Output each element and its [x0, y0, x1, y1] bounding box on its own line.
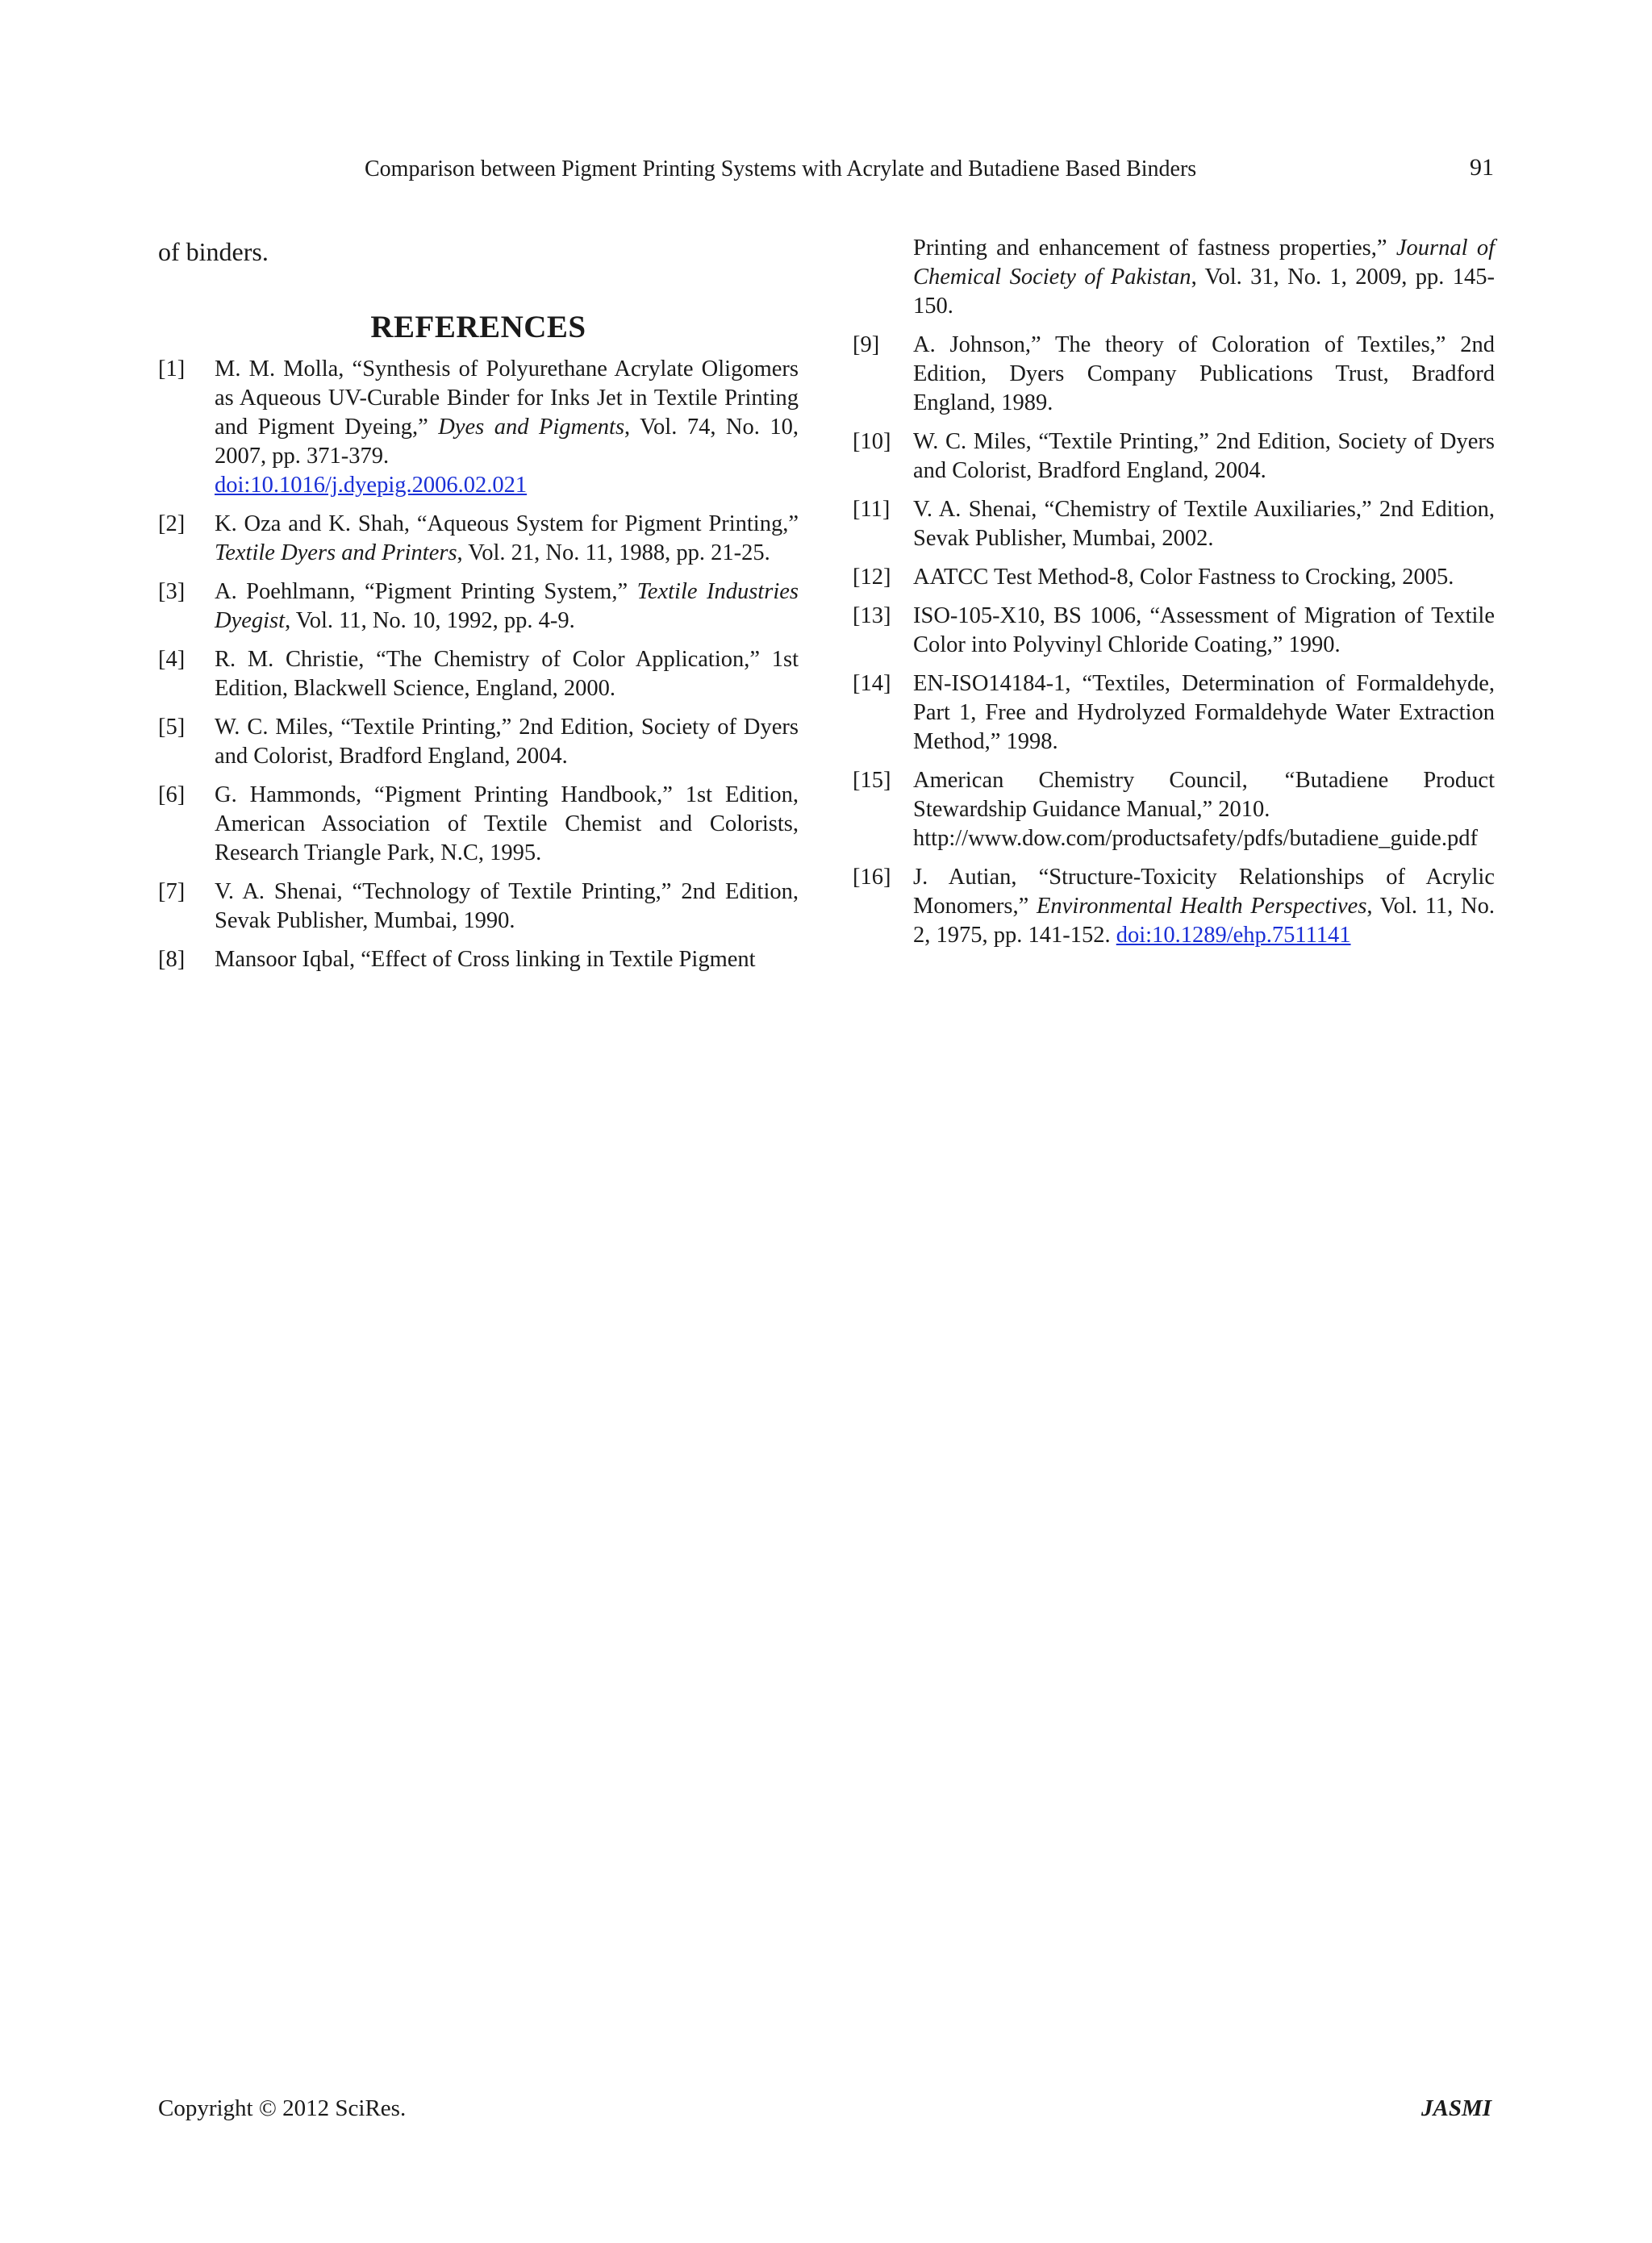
reference-details: , Vol. 11, No. 10, 1992, pp. 4-9. — [285, 608, 575, 633]
running-title: Comparison between Pigment Printing Systems with Acrylate and Butadiene Based Binders — [365, 156, 1197, 181]
reference-url[interactable]: http://www.dow.com/productsafety/pdfs/butadiene_guide.pdf — [913, 826, 1478, 851]
reference-number: [6] — [158, 782, 186, 807]
reference-text: R. M. Christie, “The Chemistry of Color Application,” 1st Edition, Blackwell Science, England, 2000. — [215, 647, 799, 701]
reference-item — [158, 645, 799, 703]
reference-text: M. M. Molla, “Synthesis of Polyurethane Acrylate Oligomers as Aqueous UV-Curable Binder for Inks Jet in Textile Printing and Pigment Dyeing,” — [215, 356, 799, 440]
reference-item — [853, 766, 1495, 853]
reference-number: [7] — [158, 879, 186, 904]
reference-text: G. Hammonds, “Pigment Printing Handbook,” 1st Edition, American Association of Textile Chemist and Colorists, Research Triangle Park, N.C, 1995. — [215, 782, 799, 865]
footer-copyright: Copyright © 2012 SciRes. — [158, 2095, 407, 2121]
reference-number: [16] — [853, 865, 891, 890]
reference-list-left — [158, 355, 799, 974]
reference-number: [12] — [853, 565, 891, 590]
references-heading: REFERENCES — [370, 310, 586, 344]
reference-number: [4] — [158, 647, 186, 672]
reference-item — [158, 713, 799, 771]
reference-source: Dyes and Pigments — [438, 415, 625, 440]
reference-item — [853, 563, 1495, 592]
reference-item — [158, 355, 799, 500]
reference-item — [158, 781, 799, 868]
reference-number: [1] — [158, 356, 186, 381]
reference-source: Environmental Health Perspectives — [1037, 894, 1367, 919]
reference-text: J. Autian, “Structure-Toxicity Relationships of Acrylic Monomers,” — [913, 865, 1495, 919]
reference-source: Textile Dyers and Printers — [215, 540, 457, 565]
reference-list-right — [853, 234, 1495, 950]
reference-number: [11] — [853, 497, 891, 522]
reference-text: W. C. Miles, “Textile Printing,” 2nd Edition, Society of Dyers and Colorist, Bradford England, 2004. — [215, 715, 799, 769]
doi-link[interactable]: doi:10.1016/j.dyepig.2006.02.021 — [215, 473, 528, 498]
reference-item — [158, 510, 799, 568]
reference-details: , Vol. 11, No. 2, 1975, pp. 141-152. — [913, 894, 1495, 948]
reference-text: A. Johnson,” The theory of Coloration of Textiles,” 2nd Edition, Dyers Company Publications Trust, Bradford England, 1989. — [913, 332, 1495, 415]
reference-details: , Vol. 21, No. 11, 1988, pp. 21-25. — [457, 540, 770, 565]
page-number: 91 — [1470, 154, 1494, 181]
reference-text: Mansoor Iqbal, “Effect of Cross linking in Textile Pigment — [215, 947, 756, 972]
reference-number: [14] — [853, 671, 891, 696]
reference-item — [853, 863, 1495, 950]
reference-details: , Vol. 74, No. 10, 2007, pp. 371-379. — [215, 415, 799, 469]
reference-number: [3] — [158, 579, 186, 604]
reference-number: [15] — [853, 768, 891, 793]
paragraph-continuation: of binders. — [158, 237, 269, 266]
reference-details: Butadiene Product Stewardship Guidance Manual,” 2010. — [913, 768, 1495, 822]
reference-text: ISO-105-X10, BS 1006, “Assessment of Migration of Textile Color into Polyvinyl Chloride Coating,” 1990. — [913, 603, 1495, 657]
reference-text: K. Oza and K. Shah, “Aqueous System for Pigment Printing,” — [215, 511, 799, 536]
reference-item — [853, 495, 1495, 553]
reference-number: [8] — [158, 947, 186, 972]
right-column — [853, 234, 1495, 960]
reference-text: Printing and enhancement of fastness properties,” — [913, 236, 1396, 261]
reference-item — [853, 234, 1495, 321]
reference-text: V. A. Shenai, “Chemistry of Textile Auxiliaries,” 2nd Edition, Sevak Publisher, Mumbai, 2002. — [913, 497, 1495, 551]
reference-number: [13] — [853, 603, 891, 628]
reference-source: “ — [1282, 768, 1295, 793]
reference-text: V. A. Shenai, “Technology of Textile Printing,” 2nd Edition, Sevak Publisher, Mumbai, 1990. — [215, 879, 799, 933]
reference-number: [2] — [158, 511, 186, 536]
reference-item — [853, 602, 1495, 660]
left-column — [158, 236, 799, 984]
doi-link[interactable]: doi:10.1289/ehp.7511141 — [1116, 923, 1351, 948]
reference-item — [158, 577, 799, 636]
reference-item — [158, 945, 799, 974]
reference-item — [158, 878, 799, 936]
reference-source: Textile Industries Dyegist — [215, 579, 799, 633]
reference-number: [5] — [158, 715, 186, 740]
reference-number: [10] — [853, 429, 891, 454]
reference-text: AATCC Test Method-8, Color Fastness to Crocking, 2005. — [913, 565, 1454, 590]
reference-source: Journal of Chemical Society of Pakistan — [913, 236, 1495, 290]
reference-text: A. Poehlmann, “Pigment Printing System,” — [215, 579, 637, 604]
reference-number: [9] — [853, 332, 880, 357]
reference-item — [853, 669, 1495, 757]
footer-journal: JASMI — [1421, 2095, 1492, 2121]
reference-item — [853, 331, 1495, 418]
reference-item — [853, 427, 1495, 486]
reference-details: , Vol. 31, No. 1, 2009, pp. 145-150. — [913, 265, 1495, 319]
reference-text: W. C. Miles, “Textile Printing,” 2nd Edition, Society of Dyers and Colorist, Bradford England, 2004. — [913, 429, 1495, 483]
reference-text: EN-ISO14184-1, “Textiles, Determination of Formaldehyde, Part 1, Free and Hydrolyzed Formaldehyde Water Extraction Method,” 1998. — [913, 671, 1495, 754]
reference-text: American Chemistry Council, — [913, 768, 1283, 793]
